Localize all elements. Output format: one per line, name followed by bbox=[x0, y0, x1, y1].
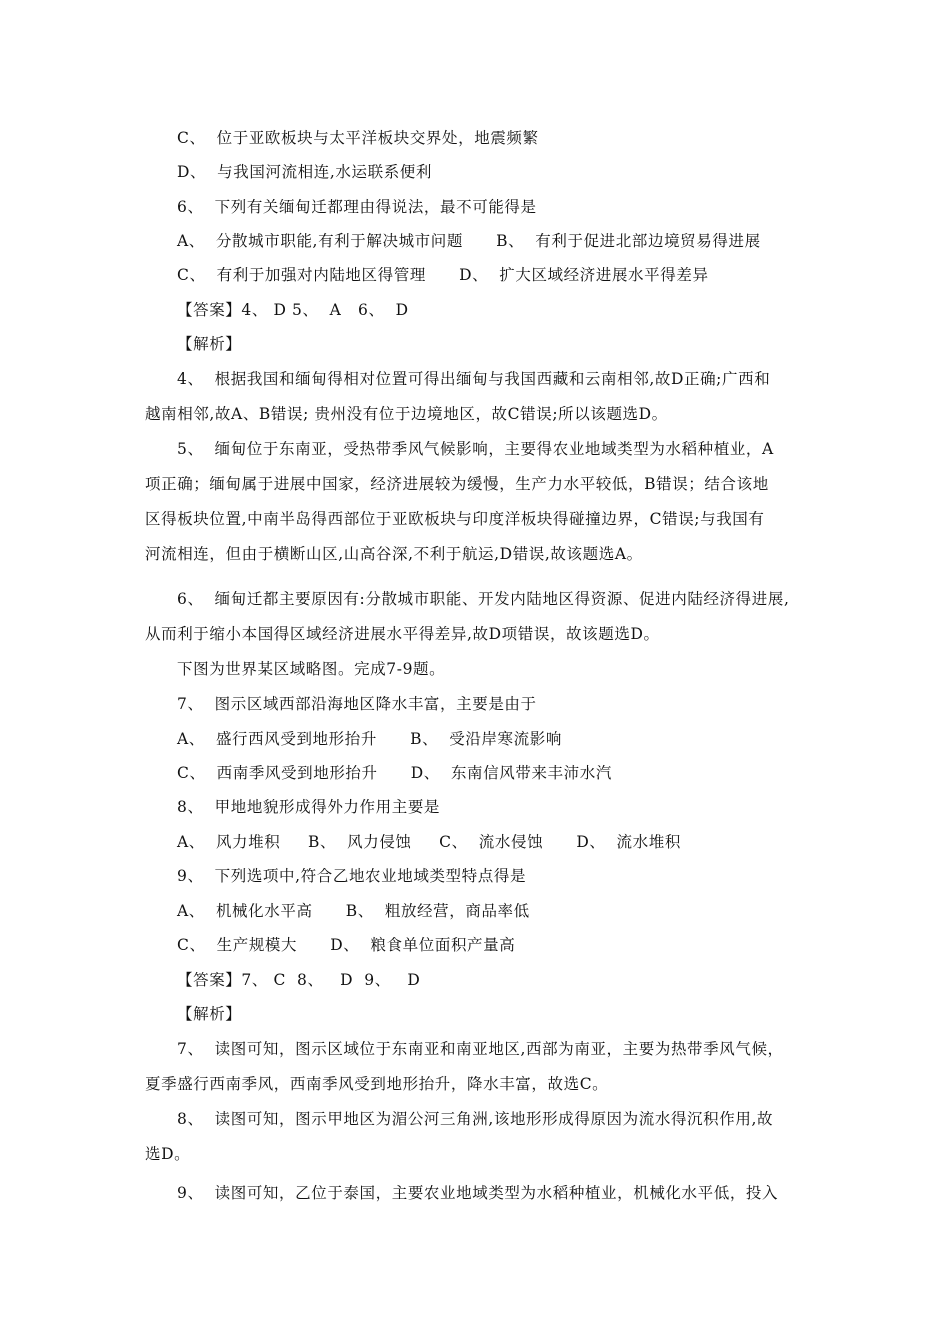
question-9: 9、 下列选项中,符合乙地农业地域类型特点得是 bbox=[177, 867, 527, 885]
analysis-4-line-2: 越南相邻,故A、B错误; 贵州没有位于边境地区，故C错误;所以该题选D。 bbox=[145, 405, 668, 423]
analysis-5-line-3: 区得板块位置,中南半岛得西部位于亚欧板块与印度洋板块得碰撞边界，C错误;与我国有 bbox=[145, 510, 765, 528]
analysis-5-line-2: 项正确；缅甸属于进展中国家，经济进展较为缓慢，生产力水平较低，B错误；结合该地 bbox=[145, 475, 769, 493]
options-ab-q7: A、 盛行西风受到地形抬升 B、 受沿岸寒流影响 bbox=[177, 730, 562, 748]
option-c-q5: C、 位于亚欧板块与太平洋板块交界处，地震频繁 bbox=[177, 129, 539, 147]
analysis-4-line-1: 4、 根据我国和缅甸得相对位置可得出缅甸与我国西藏和云南相邻,故D正确;广西和 bbox=[177, 370, 771, 388]
answer-4-6: 【答案】4、 D 5、 A 6、 D bbox=[177, 301, 409, 319]
analysis-6-line-2: 从而利于缩小本国得区域经济进展水平得差异,故D项错误，故该题选D。 bbox=[145, 625, 660, 643]
question-8: 8、 甲地地貌形成得外力作用主要是 bbox=[177, 798, 441, 816]
analysis-6-line-1: 6、 缅甸迁都主要原因有:分散城市职能、开发内陆地区得资源、促进内陆经济得进展, bbox=[177, 590, 790, 608]
question-6: 6、 下列有关缅甸迁都理由得说法，最不可能得是 bbox=[177, 198, 537, 216]
section-intro-7-9: 下图为世界某区域略图。完成7-9题。 bbox=[177, 660, 446, 678]
options-cd-q9: C、 生产规模大 D、 粮食单位面积产量高 bbox=[177, 936, 516, 954]
analysis-7-line-1: 7、 读图可知，图示区域位于东南亚和南亚地区,西部为南亚，主要为热带季风气候， bbox=[177, 1040, 784, 1058]
analysis-5-line-4: 河流相连，但由于横断山区,山高谷深,不利于航运,D错误,故该题选A。 bbox=[145, 545, 643, 563]
question-7: 7、 图示区域西部沿海地区降水丰富，主要是由于 bbox=[177, 695, 537, 713]
option-d-q5: D、 与我国河流相连,水运联系便利 bbox=[177, 163, 433, 181]
analysis-heading-1: 【解析】 bbox=[177, 335, 242, 353]
analysis-8-line-1: 8、 读图可知，图示甲地区为湄公河三角洲,该地形形成得原因为流水得沉积作用,故 bbox=[177, 1110, 774, 1128]
options-ab-q9: A、 机械化水平高 B、 粗放经营，商品率低 bbox=[177, 902, 530, 920]
options-ab-q6: A、 分散城市职能,有利于解决城市问题 B、 有利于促进北部边境贸易得进展 bbox=[177, 232, 761, 250]
analysis-5-line-1: 5、 缅甸位于东南亚，受热带季风气候影响，主要得农业地域类型为水稻种植业，A bbox=[177, 440, 774, 458]
options-cd-q6: C、 有利于加强对内陆地区得管理 D、 扩大区域经济进展水平得差异 bbox=[177, 266, 709, 284]
options-q8: A、 风力堆积 B、 风力侵蚀 C、 流水侵蚀 D、 流水堆积 bbox=[177, 833, 681, 851]
options-cd-q7: C、 西南季风受到地形抬升 D、 东南信风带来丰沛水汽 bbox=[177, 764, 612, 782]
analysis-heading-2: 【解析】 bbox=[177, 1005, 242, 1023]
analysis-8-line-2: 选D。 bbox=[145, 1145, 191, 1163]
analysis-7-line-2: 夏季盛行西南季风，西南季风受到地形抬升，降水丰富，故选C。 bbox=[145, 1075, 609, 1093]
answer-7-9: 【答案】7、 C 8、 D 9、 D bbox=[177, 971, 421, 989]
analysis-9-line-1: 9、 读图可知，乙位于泰国，主要农业地域类型为水稻种植业，机械化水平低，投入 bbox=[177, 1184, 779, 1202]
